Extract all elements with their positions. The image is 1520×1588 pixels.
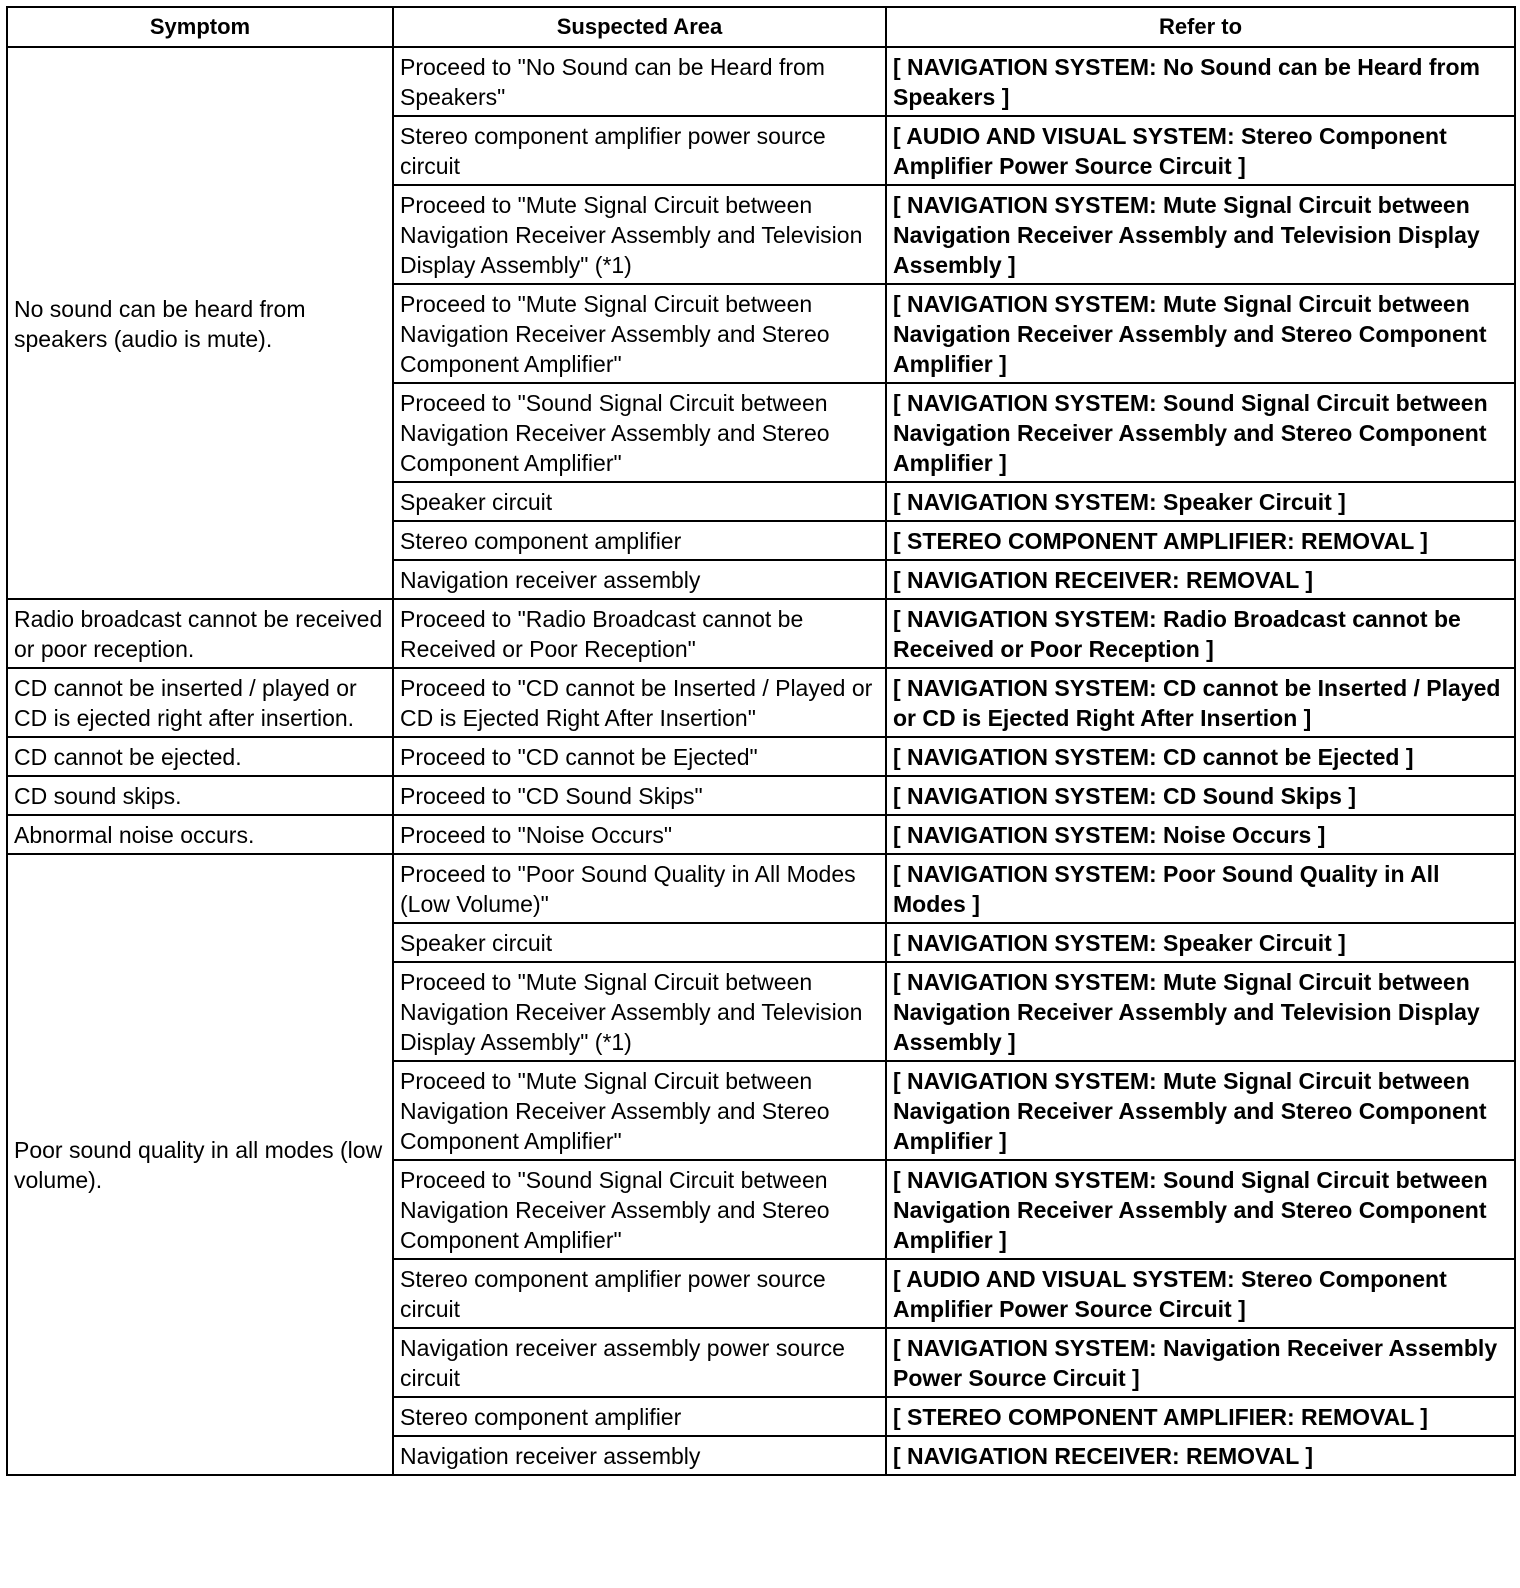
table-row (7, 599, 1515, 668)
refer-to-cell: [ NAVIGATION SYSTEM: Navigation Receiver Assembly Power Source Circuit ] (886, 1328, 1515, 1397)
suspected-area-cell: Proceed to "CD Sound Skips" (393, 776, 886, 815)
symptom-cell: CD cannot be ejected. (7, 737, 393, 776)
refer-to-cell: [ NAVIGATION SYSTEM: Speaker Circuit ] (886, 923, 1515, 962)
table-header (7, 7, 1515, 47)
table-row (7, 815, 1515, 854)
refer-to-cell: [ NAVIGATION SYSTEM: Noise Occurs ] (886, 815, 1515, 854)
refer-to-cell: [ NAVIGATION SYSTEM: Mute Signal Circuit between Navigation Receiver Assembly and Stereo Component Amplifier ] (886, 1061, 1515, 1160)
symptom-cell: Poor sound quality in all modes (low volume). (7, 854, 393, 1475)
refer-to-cell: [ NAVIGATION SYSTEM: Speaker Circuit ] (886, 482, 1515, 521)
suspected-area-cell: Proceed to "No Sound can be Heard from Speakers" (393, 47, 886, 116)
suspected-area-cell: Stereo component amplifier (393, 1397, 886, 1436)
symptom-cell: Abnormal noise occurs. (7, 815, 393, 854)
table-row (7, 854, 1515, 923)
refer-to-cell: [ NAVIGATION RECEIVER: REMOVAL ] (886, 560, 1515, 599)
suspected-area-cell: Stereo component amplifier (393, 521, 886, 560)
suspected-area-cell: Proceed to "Radio Broadcast cannot be Received or Poor Reception" (393, 599, 886, 668)
table-row (7, 737, 1515, 776)
suspected-area-cell: Proceed to "Mute Signal Circuit between Navigation Receiver Assembly and Television Display Assembly" (*1) (393, 962, 886, 1061)
suspected-area-cell: Proceed to "Poor Sound Quality in All Modes (Low Volume)" (393, 854, 886, 923)
table-row (7, 776, 1515, 815)
refer-to-cell: [ AUDIO AND VISUAL SYSTEM: Stereo Component Amplifier Power Source Circuit ] (886, 1259, 1515, 1328)
refer-to-cell: [ NAVIGATION SYSTEM: CD cannot be Inserted / Played or CD is Ejected Right After Insertion ] (886, 668, 1515, 737)
troubleshooting-table (6, 6, 1516, 1476)
suspected-area-cell: Proceed to "Noise Occurs" (393, 815, 886, 854)
refer-to-cell: [ STEREO COMPONENT AMPLIFIER: REMOVAL ] (886, 1397, 1515, 1436)
symptom-cell: CD sound skips. (7, 776, 393, 815)
symptom-cell: Radio broadcast cannot be received or poor reception. (7, 599, 393, 668)
refer-to-cell: [ NAVIGATION SYSTEM: Mute Signal Circuit between Navigation Receiver Assembly and Television Display Assembly ] (886, 185, 1515, 284)
suspected-area-cell: Speaker circuit (393, 923, 886, 962)
refer-to-cell: [ NAVIGATION SYSTEM: No Sound can be Heard from Speakers ] (886, 47, 1515, 116)
refer-to-cell: [ NAVIGATION RECEIVER: REMOVAL ] (886, 1436, 1515, 1475)
suspected-area-cell: Proceed to "Sound Signal Circuit between Navigation Receiver Assembly and Stereo Component Amplifier" (393, 383, 886, 482)
table-row (7, 668, 1515, 737)
suspected-area-cell: Navigation receiver assembly (393, 1436, 886, 1475)
header-suspected-area: Suspected Area (393, 7, 886, 47)
header-row (7, 7, 1515, 47)
refer-to-cell: [ NAVIGATION SYSTEM: Poor Sound Quality in All Modes ] (886, 854, 1515, 923)
header-refer-to: Refer to (886, 7, 1515, 47)
symptom-cell: No sound can be heard from speakers (audio is mute). (7, 47, 393, 599)
suspected-area-cell: Speaker circuit (393, 482, 886, 521)
refer-to-cell: [ NAVIGATION SYSTEM: Sound Signal Circuit between Navigation Receiver Assembly and Stereo Component Amplifier ] (886, 1160, 1515, 1259)
refer-to-cell: [ NAVIGATION SYSTEM: Mute Signal Circuit between Navigation Receiver Assembly and Stereo Component Amplifier ] (886, 284, 1515, 383)
refer-to-cell: [ NAVIGATION SYSTEM: Mute Signal Circuit between Navigation Receiver Assembly and Television Display Assembly ] (886, 962, 1515, 1061)
suspected-area-cell: Proceed to "Mute Signal Circuit between Navigation Receiver Assembly and Stereo Component Amplifier" (393, 284, 886, 383)
suspected-area-cell: Proceed to "Sound Signal Circuit between Navigation Receiver Assembly and Stereo Component Amplifier" (393, 1160, 886, 1259)
table-row (7, 47, 1515, 116)
suspected-area-cell: Navigation receiver assembly power source circuit (393, 1328, 886, 1397)
refer-to-cell: [ STEREO COMPONENT AMPLIFIER: REMOVAL ] (886, 521, 1515, 560)
suspected-area-cell: Stereo component amplifier power source circuit (393, 1259, 886, 1328)
suspected-area-cell: Proceed to "CD cannot be Inserted / Played or CD is Ejected Right After Insertion" (393, 668, 886, 737)
suspected-area-cell: Navigation receiver assembly (393, 560, 886, 599)
refer-to-cell: [ AUDIO AND VISUAL SYSTEM: Stereo Component Amplifier Power Source Circuit ] (886, 116, 1515, 185)
refer-to-cell: [ NAVIGATION SYSTEM: Sound Signal Circuit between Navigation Receiver Assembly and Stereo Component Amplifier ] (886, 383, 1515, 482)
refer-to-cell: [ NAVIGATION SYSTEM: CD cannot be Ejected ] (886, 737, 1515, 776)
suspected-area-cell: Proceed to "CD cannot be Ejected" (393, 737, 886, 776)
suspected-area-cell: Stereo component amplifier power source circuit (393, 116, 886, 185)
refer-to-cell: [ NAVIGATION SYSTEM: CD Sound Skips ] (886, 776, 1515, 815)
table-body (7, 47, 1515, 1475)
suspected-area-cell: Proceed to "Mute Signal Circuit between Navigation Receiver Assembly and Television Display Assembly" (*1) (393, 185, 886, 284)
refer-to-cell: [ NAVIGATION SYSTEM: Radio Broadcast cannot be Received or Poor Reception ] (886, 599, 1515, 668)
header-symptom: Symptom (7, 7, 393, 47)
symptom-cell: CD cannot be inserted / played or CD is ejected right after insertion. (7, 668, 393, 737)
suspected-area-cell: Proceed to "Mute Signal Circuit between Navigation Receiver Assembly and Stereo Component Amplifier" (393, 1061, 886, 1160)
